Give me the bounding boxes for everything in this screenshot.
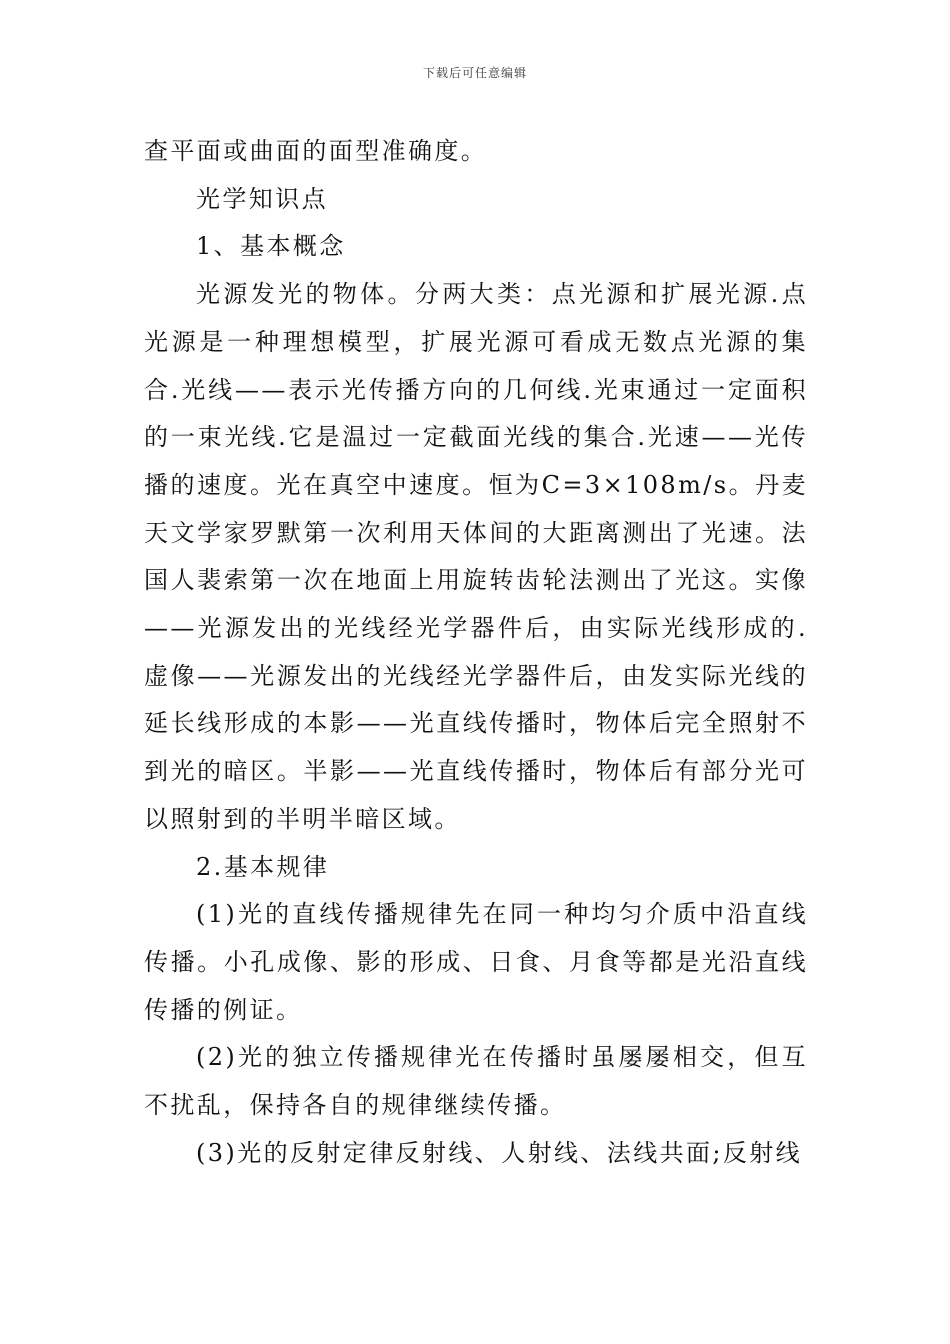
section-title-optics: 光学知识点 <box>196 184 328 213</box>
document-body <box>144 128 808 1177</box>
paragraph-continuation: 查平面或曲面的面型准确度。 <box>144 137 488 165</box>
page-header: 下载后可任意编辑 <box>422 66 527 80</box>
paragraph-law-2: (2)光的独立传播规律光在传播时虽屡屡相交，但互不扰乱，保持各自的规律继续传播。 <box>144 1043 808 1120</box>
paragraph-law-3: (3)光的反射定律反射线、人射线、法线共面;反射线 <box>196 1138 803 1167</box>
heading-basic-laws: 2.基本规律 <box>196 852 330 881</box>
paragraph-law-1: (1)光的直线传播规律先在同一种均匀介质中沿直线传播。小孔成像、影的形成、日食、月食等都是光沿直线传播的例证。 <box>144 900 808 1024</box>
heading-basic-concepts: 1、基本概念 <box>196 232 346 261</box>
paragraph-concepts: 光源发光的物体。分两大类：点光源和扩展光源.点光源是一种理想模型，扩展光源可看成无数点光源的集合.光线——表示光传播方向的几何线.光束通过一定面积的一束光线.它是温过一定截面光线的集合.光速——光传播的速度。光在真空中速度。恒为C=3×108m/s。丹麦天文学家罗默第一次利用天体间的大距离测出了光速。法国人裴索第一次在地面上用旋转齿轮法测出了光这。实像——光源发出的光线经光学器件后，由实际光线形成的.虚像——光源发出的光线经光学器件后，由发实际光线的延长线形成的本影——光直线传播时，物体后完全照射不到光的暗区。半影——光直线传播时，物体后有部分光可以照射到的半明半暗区域。 <box>144 280 808 833</box>
